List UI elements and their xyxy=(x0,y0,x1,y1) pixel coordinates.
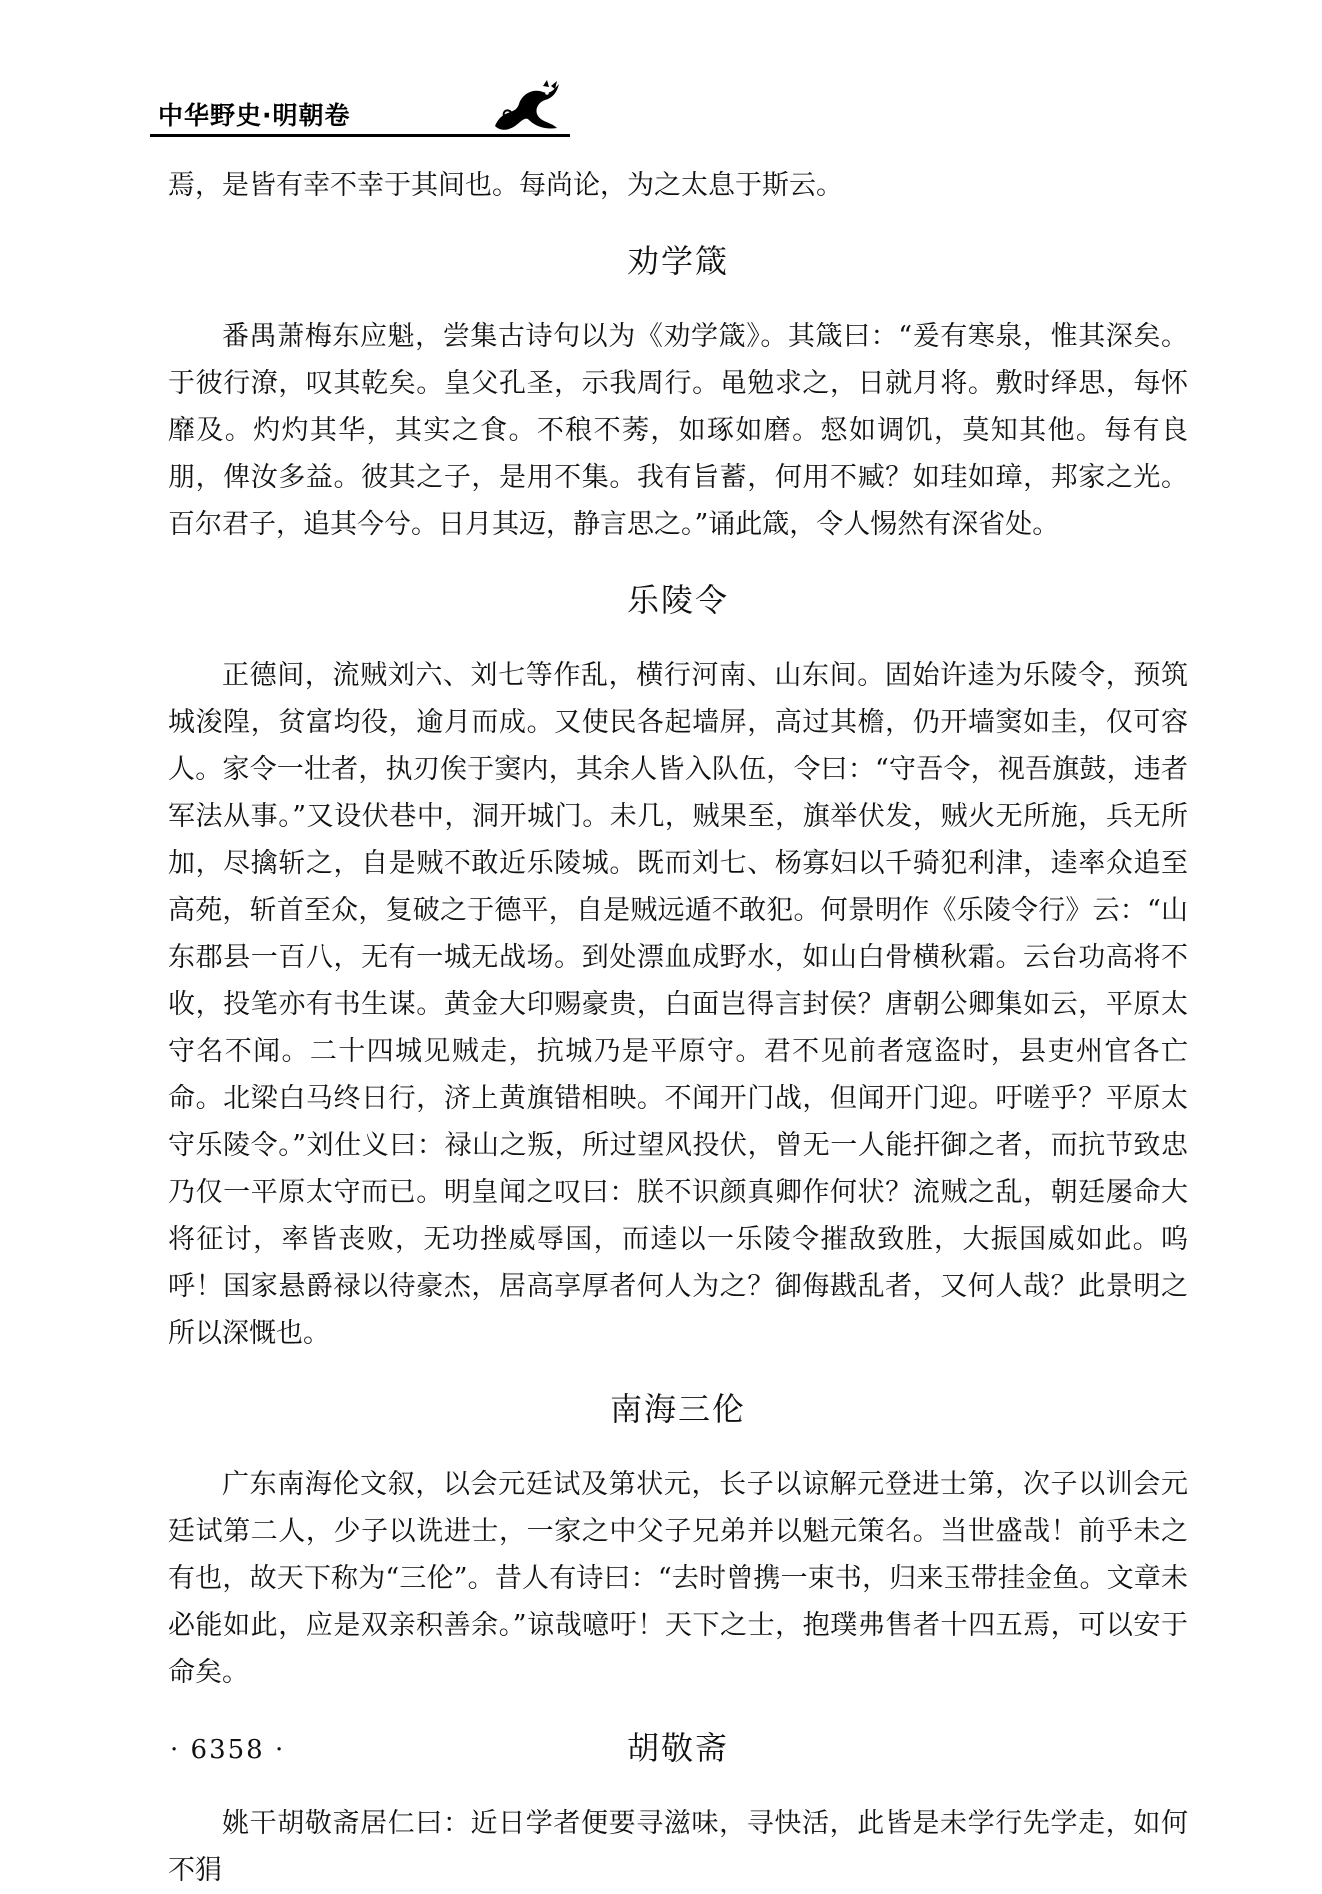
section-title-hujingzhai: 胡敬斋 xyxy=(626,1729,729,1767)
running-header xyxy=(150,92,530,134)
page-body xyxy=(168,162,1188,1894)
section-title-quanxuezhen: 劝学箴 xyxy=(626,242,729,280)
section-paragraph: 广东南海伦文叙，以会元廷试及第状元，长子以谅解元登进士第，次子以训会元廷试第二人，少子以诜进士，一家之中父子兄弟并以魁元策名。当世盛哉！前乎未之有也，故天下称为“三伦”。昔人有诗曰：“去时曾携一束书，归来玉带挂金鱼。文章未必能如此，应是双亲积善余。”谅哉噫吁！天下之士，抱璞弗售者十四五焉，可以安于命矣。 xyxy=(168,1469,1188,1688)
lead-in-paragraph: 焉，是皆有幸不幸于其间也。每尚论，为之太息于斯云。 xyxy=(168,170,843,201)
section-paragraph: 番禺萧梅东应魁，尝集古诗句以为《劝学箴》。其箴曰：“爰有寒泉，惟其深矣。于彼行潦，叹其乾矣。皇父孔圣，示我周行。黾勉求之，日就月将。敷时绎思，每怀靡及。灼灼其华，其实之食。不稂不莠，如琢如磨。惄如调饥，莫知其他。每有良朋，俾汝多益。彼其之子，是用不集。我有旨蓄，何用不臧？如珪如璋，邦家之光。百尔君子，追其今兮。日月其迈，静言思之。”诵此箴，令人惕然有深省处。 xyxy=(168,321,1188,540)
page-number: · 6358 · xyxy=(170,1735,286,1765)
dragon-icon xyxy=(485,78,565,136)
header-rule xyxy=(150,134,570,137)
section-title-lelingling: 乐陵令 xyxy=(626,581,729,619)
book-title: 中华野史·明朝卷 xyxy=(158,101,351,130)
section-title-nanhaisanlun: 南海三伦 xyxy=(609,1390,746,1428)
section-paragraph: 正德间，流贼刘六、刘七等作乱，横行河南、山东间。固始许逵为乐陵令，预筑城浚隍，贫富均役，逾月而成。又使民各起墙屏，高过其檐，仍开墙窦如圭，仅可容人。家令一壮者，执刃俟于窦内，其余人皆入队伍，令曰：“守吾令，视吾旗鼓，违者军法从事。”又设伏巷中，洞开城门。未几，贼果至，旗举伏发，贼火无所施，兵无所加，尽擒斩之，自是贼不敢近乐陵城。既而刘七、杨寡妇以千骑犯利津，逵率众追至高苑，斩首至众，复破之于德平，自是贼远遁不敢犯。何景明作《乐陵令行》云：“山东郡县一百八，无有一城无战场。到处漂血成野水，如山白骨横秋霜。云台功高将不收，投笔亦有书生谋。黄金大印赐豪贵，白面岂得言封侯？唐朝公卿集如云，平原太守名不闻。二十四城见贼走，抗城乃是平原守。君不见前者寇盗时，县吏州官各亡命。北梁白马终日行，济上黄旗错相映。不闻开门战，但闻开门迎。吁嗟乎？平原太守乐陵令。”刘仕义曰：禄山之叛，所过望风投伏，曾无一人能扞御之者，而抗节致忠乃仅一平原太守而已。明皇闻之叹曰：朕不识颜真卿作何状？流贼之乱，朝廷屡命大将征讨，率皆丧败，无功挫威辱国，而逵以一乐陵令摧敌致胜，大振国威如此。呜呼！国家悬爵禄以待豪杰，居高享厚者何人为之？御侮戡乱者，又何人哉？此景明之所以深慨也。 xyxy=(168,660,1188,1349)
section-paragraph: 姚干胡敬斋居仁曰：近日学者便要寻滋味，寻快活，此皆是未学行先学走，如何不狷 xyxy=(168,1808,1188,1886)
